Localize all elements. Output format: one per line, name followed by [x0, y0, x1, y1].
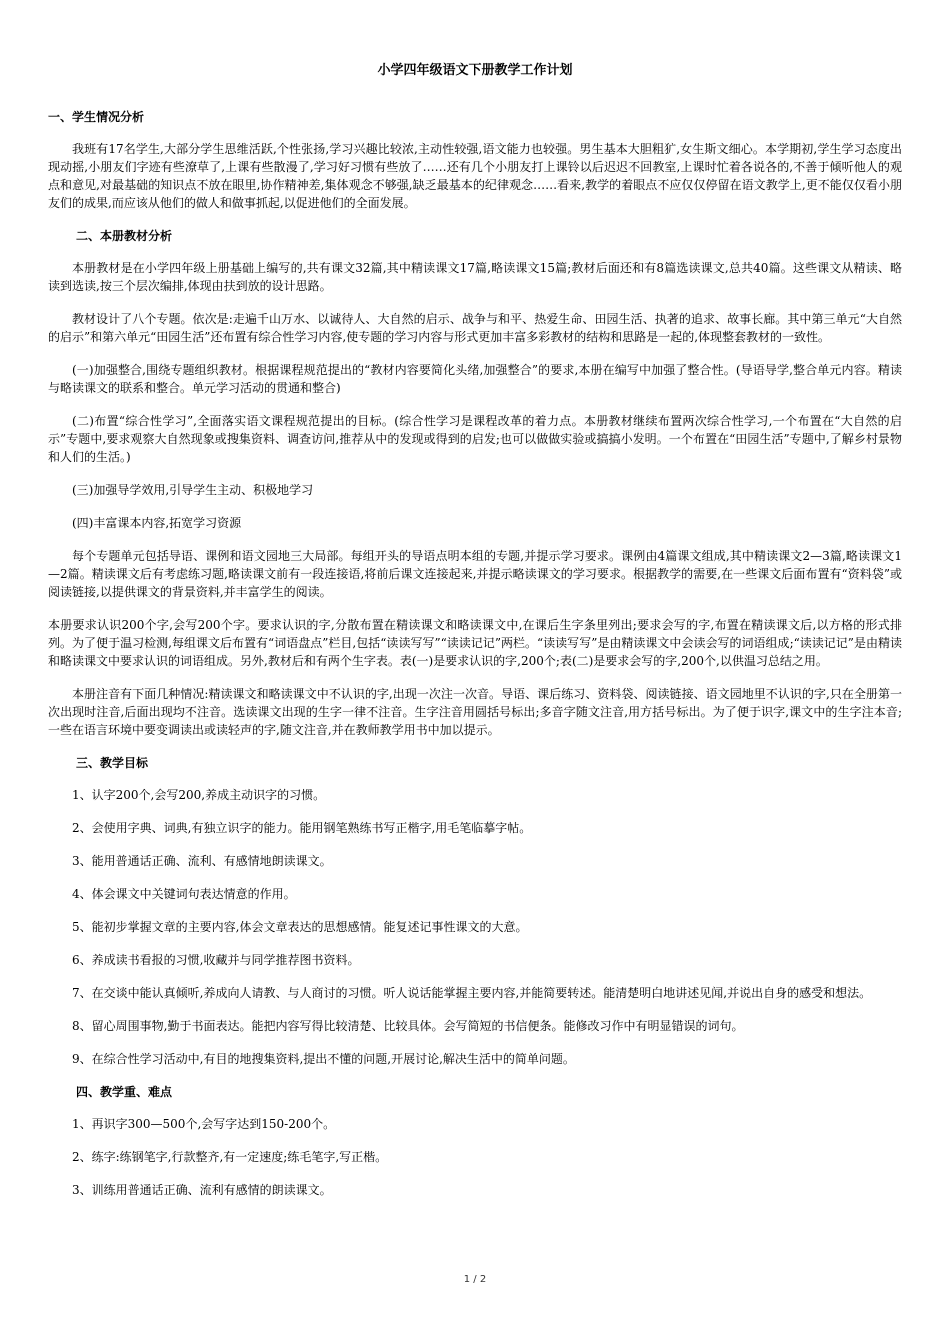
list-item: 5、能初步掌握文章的主要内容,体会文章表达的思想感情。能复述记事性课文的大意。	[72, 920, 528, 934]
list-item: 2、练字:练钢笔字,行款整齐,有一定速度;练毛笔字,写正楷。	[72, 1150, 388, 1164]
section-heading-teaching-goals: 三、教学目标	[76, 756, 149, 770]
paragraph: 每个专题单元包括导语、课例和语文园地三大局部。每组开头的导语点明本组的专题,并提示学习要求。课例由4篇课文组成,其中精读课文2—3篇,略读课文1—2篇。精读课文后有考虑练习题,略读课文前有一段连接语,将前后课文连接起来,并提示略读课文的学习要求。根据教学的需要,在一些课文后面布置有“资料袋”或阅读链接,以提供课文的背景资料,并丰富学生的阅读。	[48, 549, 902, 599]
paragraph: (二)布置“综合性学习”,全面落实语文课程规范提出的目标。(综合性学习是课程改革的着力点。本册教材继续布置两次综合性学习,一个布置在“大自然的启示”专题中,要求观察大自然现象或搜集资料、调查访问,推荐从中的发现或得到的启发;也可以做做实验或搞搞小发明。一个布置在“田园生活”专题中,了解乡村景物和人们的生活。)	[48, 414, 902, 464]
list-item: 4、体会课文中关键词句表达情意的作用。	[72, 887, 296, 901]
section-heading-key-points: 四、教学重、难点	[76, 1085, 173, 1099]
paragraph: (四)丰富课本内容,拓宽学习资源	[72, 516, 242, 530]
list-item: 6、养成读书看报的习惯,收藏并与同学推荐图书资料。	[72, 953, 360, 967]
paragraph: (一)加强整合,围绕专题组织教材。根据课程规范提出的“教材内容要简化头绪,加强整合”的要求,本册在编写中加强了整合性。(导语导学,整合单元内容。精读与略读课文的联系和整合。单元学习活动的贯通和整合)	[48, 363, 902, 395]
paragraph: 教材设计了八个专题。依次是:走遍千山万水、以诚待人、大自然的启示、战争与和平、热爱生命、田园生活、执著的追求、故事长廊。其中第三单元“大自然的启示”和第六单元“田园生活”还布置有综合性学习内容,使专题的学习内容与形式更加丰富多彩教材的结构和思路是一起的,体现整套教材的一致性。	[48, 312, 902, 344]
list-item: 3、训练用普通话正确、流利有感情的朗读课文。	[72, 1183, 332, 1197]
list-item: 7、在交谈中能认真倾听,养成向人请教、与人商讨的习惯。听人说话能掌握主要内容,并能简要转述。能清楚明白地讲述见闻,并说出自身的感受和想法。	[72, 986, 872, 1000]
paragraph: 本册教材是在小学四年级上册基础上编写的,共有课文32篇,其中精读课文17篇,略读课文15篇;教材后面还和有8篇选读课文,总共40篇。这些课文从精读、略读到选读,按三个层次编排,体现由扶到放的设计思路。	[48, 261, 902, 293]
list-item: 2、会使用字典、词典,有独立识字的能力。能用钢笔熟练书写正楷字,用毛笔临摹字帖。	[72, 821, 532, 835]
list-item: 1、认字200个,会写200,养成主动识字的习惯。	[72, 788, 326, 802]
section-heading-textbook-analysis: 二、本册教材分析	[76, 229, 173, 243]
paragraph: 本册注音有下面几种情况:精读课文和略读课文中不认识的字,出现一次注一次音。导语、课后练习、资料袋、阅读链接、语文园地里不认识的字,只在全册第一次出现时注音,后面出现均不注音。选读课文出现的生字一律不注音。生字注音用圆括号标出;多音字随文注音,用方括号标出。为了便于识字,课文中的生字注本音;一些在语言环境中要变调读出或读轻声的字,随文注音,并在教师教学用书中加以提示。	[48, 687, 902, 737]
list-item: 8、留心周围事物,勤于书面表达。能把内容写得比较清楚、比较具体。会写简短的书信便条。能修改习作中有明显错误的词句。	[72, 1019, 744, 1033]
document-page	[48, 62, 902, 1214]
paragraph: (三)加强导学效用,引导学生主动、积极地学习	[72, 483, 314, 497]
paragraph: 本册要求认识200个字,会写200个字。要求认识的字,分散布置在精读课文和略读课文中,在课后生字条里列出;要求会写的字,布置在精读课文后,以方格的形式排列。为了便于温习检测,每组课文后布置有“词语盘点”栏目,包括“读读写写”“读读记记”两栏。“读读写写”是由精读课文中会读会写的词语组成;“读读记记”是由精读和略读课文中要求认识的词语组成。另外,教材后和有两个生字表。表(一)是要求认识的字,200个;表(二)是要求会写的字,200个,以供温习总结之用。	[48, 618, 902, 668]
paragraph: 我班有17名学生,大部分学生思维活跃,个性张扬,学习兴趣比较浓,主动性较强,语文能力也较强。男生基本大胆粗犷,女生斯文细心。本学期初,学生学习态度出现动摇,小朋友们字迹有些潦草了,上课有些散漫了,学习好习惯有些放了……还有几个小朋友打上课铃以后迟迟不回教室,上课时忙着各说各的,不善于倾听他人的观点和意见,对最基础的知识点不放在眼里,协作精神差,集体观念不够强,缺乏最基本的纪律观念……看来,教学的着眼点不应仅仅停留在语文教学上,更不能仅仅看小朋友们的成果,而应该从他们的做人和做事抓起,以促进他们的全面发展。	[48, 142, 902, 210]
document-title: 小学四年级语文下册教学工作计划	[377, 63, 573, 78]
page-number: 1 / 2	[463, 1274, 487, 1285]
section-heading-student-analysis: 一、学生情况分析	[48, 110, 145, 124]
list-item: 3、能用普通话正确、流利、有感情地朗读课文。	[72, 854, 332, 868]
list-item: 9、在综合性学习活动中,有目的地搜集资料,提出不懂的问题,开展讨论,解决生活中的简单问题。	[72, 1052, 575, 1066]
list-item: 1、再识字300—500个,会写字达到150-200个。	[72, 1117, 336, 1131]
